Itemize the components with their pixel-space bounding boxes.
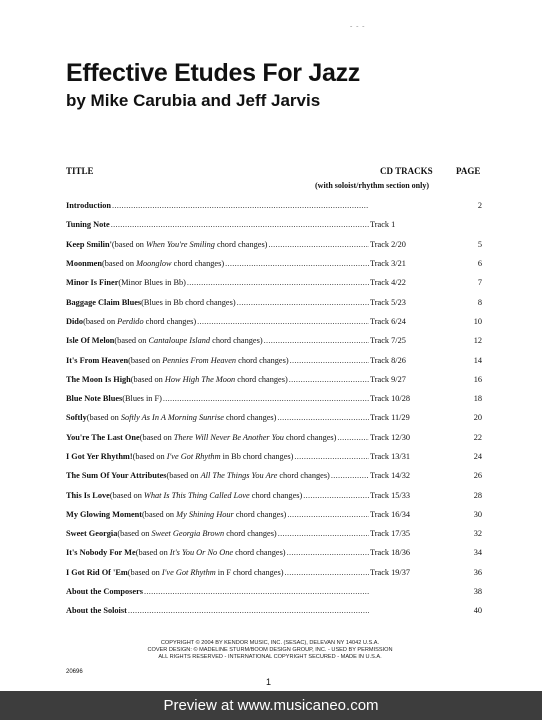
toc-note: (based on What Is This Thing Called Love chord changes) <box>109 490 303 500</box>
toc-row <box>66 543 482 562</box>
leader-dots <box>278 529 369 538</box>
toc-page: 22 <box>473 432 482 442</box>
toc-row <box>66 466 482 485</box>
toc-title: I Got Yer Rhythm! <box>66 452 133 461</box>
toc-page: 28 <box>473 490 482 500</box>
toc-note: (based on I've Got Rhythm in Bb chord changes) <box>132 452 294 461</box>
toc-row <box>66 215 482 234</box>
toc-title: The Sum Of Your Attributes <box>66 471 167 481</box>
toc-page: 8 <box>477 297 482 307</box>
toc-track: Track 9/27 <box>370 374 406 384</box>
toc-page: 34 <box>473 548 482 558</box>
toc-track: Track 4/22 <box>370 278 406 288</box>
toc-page: 20 <box>473 413 482 423</box>
book-title: Effective Etudes For Jazz <box>66 59 360 87</box>
toc-page: 14 <box>473 355 482 365</box>
toc-note: (Blues in F) <box>122 394 162 404</box>
top-mark: - - - <box>350 22 366 30</box>
toc-row <box>66 485 482 504</box>
toc-row <box>66 447 482 466</box>
toc-page: 10 <box>473 316 482 326</box>
leader-dots <box>197 317 369 326</box>
toc-track: Track 17/35 <box>370 529 411 539</box>
toc-row <box>66 601 482 620</box>
toc-page: 30 <box>473 509 482 519</box>
toc-row <box>66 563 482 582</box>
leader-dots <box>264 336 369 345</box>
toc-title: My Glowing Moment <box>66 509 143 519</box>
leader-dots <box>111 220 369 229</box>
toc-title: About the Soloist <box>66 606 127 616</box>
toc-note: (based on Perdido chord changes) <box>83 316 197 326</box>
toc-track: Track 11/29 <box>370 413 410 423</box>
toc-page: 2 <box>477 201 482 211</box>
toc-track: Track 13/31 <box>370 452 411 461</box>
toc-title: Minor Is Finer <box>66 278 119 288</box>
toc-track: Track 15/33 <box>370 490 411 500</box>
toc-note: (Blues in Bb chord changes) <box>141 297 236 307</box>
toc-row <box>66 505 482 524</box>
cd-tracks-subheader: (with soloist/rhythm section only) <box>315 181 429 190</box>
page-number: 1 <box>266 677 272 687</box>
toc-track: Track 3/21 <box>370 259 406 269</box>
toc-title: Sweet Georgia <box>66 529 118 539</box>
leader-dots <box>277 413 369 422</box>
table-of-contents <box>66 196 482 621</box>
book-byline: by Mike Carubia and Jeff Jarvis <box>66 91 321 110</box>
toc-page: 7 <box>477 278 482 288</box>
toc-row <box>66 428 482 447</box>
toc-title: Introduction <box>66 201 112 211</box>
toc-note: (Minor Blues in Bb) <box>118 278 186 288</box>
catalog-code: 20696 <box>66 669 83 675</box>
toc-title: Isle Of Melon <box>66 336 115 346</box>
toc-row <box>66 582 482 601</box>
leader-dots <box>237 298 369 307</box>
toc-note: (based on I've Got Rhythm in F chord changes) <box>127 567 284 577</box>
toc-page: 26 <box>473 471 482 481</box>
toc-page: 36 <box>473 567 482 577</box>
copyright-line: ALL RIGHTS RESERVED - INTERNATIONAL COPYRIGHT SECURED - MADE IN U.S.A. <box>158 653 382 660</box>
cd-tracks-column-header: CD TRACKS <box>380 166 433 176</box>
toc-title: Baggage Claim Blues <box>66 297 142 307</box>
toc-note: (based on Pennies From Heaven chord changes) <box>128 355 289 365</box>
toc-track: Track 2/20 <box>370 239 406 249</box>
page-column-header: PAGE <box>456 166 481 176</box>
leader-dots <box>337 433 369 442</box>
toc-track: Track 8/26 <box>370 355 406 365</box>
toc-page: 6 <box>477 259 482 269</box>
toc-track: Track 6/24 <box>370 316 406 326</box>
toc-note: (based on Softly As In A Morning Sunrise chord changes) <box>86 413 277 423</box>
toc-track: Track 5/23 <box>370 297 406 307</box>
toc-title: The Moon Is High <box>66 374 131 384</box>
title-column-header: TITLE <box>66 166 94 176</box>
copyright-block <box>120 640 420 660</box>
toc-row <box>66 254 482 273</box>
toc-track: Track 18/36 <box>370 548 411 558</box>
leader-dots <box>284 568 369 577</box>
leader-dots <box>290 356 369 365</box>
toc-page: 16 <box>473 374 482 384</box>
toc-note: (based on How High The Moon chord changes) <box>130 374 288 384</box>
toc-note: (based on Cantaloupe Island chord changes) <box>114 336 263 346</box>
leader-dots <box>287 510 369 519</box>
toc-row <box>66 408 482 427</box>
toc-title: It's From Heaven <box>66 355 129 365</box>
toc-title: I Got Rid Of 'Em <box>66 567 128 577</box>
toc-page: 12 <box>473 336 482 346</box>
copyright-line: COVER DESIGN: © MADELINE STURM/BOOM DESIGN GROUP, INC. - USED BY PERMISSION <box>147 646 393 653</box>
toc-title: Tuning Note <box>66 220 110 230</box>
toc-title: Dido <box>66 316 84 326</box>
leader-dots <box>303 491 369 500</box>
toc-note: (based on Moonglow chord changes) <box>101 259 225 269</box>
toc-note: (based on There Will Never Be Another You chord changes) <box>139 432 337 442</box>
leader-dots <box>187 278 369 287</box>
toc-row <box>66 350 482 369</box>
toc-row <box>66 389 482 408</box>
toc-title: Blue Note Blues <box>66 394 123 404</box>
toc-note: (based on When You're Smiling chord changes) <box>111 239 268 249</box>
toc-row <box>66 370 482 389</box>
toc-track: Track 14/32 <box>370 471 411 481</box>
toc-title: Softly <box>66 413 87 423</box>
toc-title: You're The Last One <box>66 432 140 442</box>
toc-track: Track 12/30 <box>370 432 411 442</box>
toc-title: About the Composers <box>66 587 143 597</box>
preview-banner[interactable]: Preview at www.musicaneo.com <box>0 691 542 720</box>
toc-track: Track 19/37 <box>370 567 411 577</box>
toc-row <box>66 331 482 350</box>
leader-dots <box>331 471 369 480</box>
toc-title: Moonmen <box>66 259 102 269</box>
toc-title: It's Nobody For Me <box>66 548 136 558</box>
toc-page: 32 <box>473 529 482 539</box>
leader-dots <box>268 240 369 249</box>
toc-track: Track 10/28 <box>370 394 411 404</box>
leader-dots <box>144 587 369 596</box>
toc-row <box>66 196 482 215</box>
toc-row <box>66 235 482 254</box>
toc-title: Keep Smilin' <box>66 239 112 249</box>
leader-dots <box>289 375 369 384</box>
leader-dots <box>128 606 369 615</box>
toc-title: This Is Love <box>66 490 110 500</box>
leader-dots <box>294 452 369 461</box>
toc-page: 18 <box>473 394 482 404</box>
toc-note: (based on My Shining Hour chord changes) <box>142 509 287 519</box>
leader-dots <box>225 259 369 268</box>
toc-note: (based on It's You Or No One chord changes) <box>135 548 286 558</box>
toc-track: Track 16/34 <box>370 509 411 519</box>
toc-row <box>66 312 482 331</box>
leader-dots <box>163 394 369 403</box>
toc-row <box>66 292 482 311</box>
toc-note: (based on Sweet Georgia Brown chord changes) <box>117 529 277 539</box>
toc-row <box>66 273 482 292</box>
toc-track: Track 7/25 <box>370 336 406 346</box>
toc-track: Track 1 <box>370 220 396 230</box>
toc-page: 5 <box>477 239 482 249</box>
toc-note: (based on All The Things You Are chord changes) <box>166 471 330 481</box>
copyright-line: COPYRIGHT © 2004 BY KENDOR MUSIC, INC. (SESAC), DELEVAN NY 14042 U.S.A. <box>160 640 380 646</box>
leader-dots <box>112 201 369 210</box>
toc-page: 24 <box>473 452 482 461</box>
leader-dots <box>287 548 369 557</box>
toc-row <box>66 524 482 543</box>
toc-page: 40 <box>473 606 482 616</box>
toc-page: 38 <box>473 587 482 597</box>
